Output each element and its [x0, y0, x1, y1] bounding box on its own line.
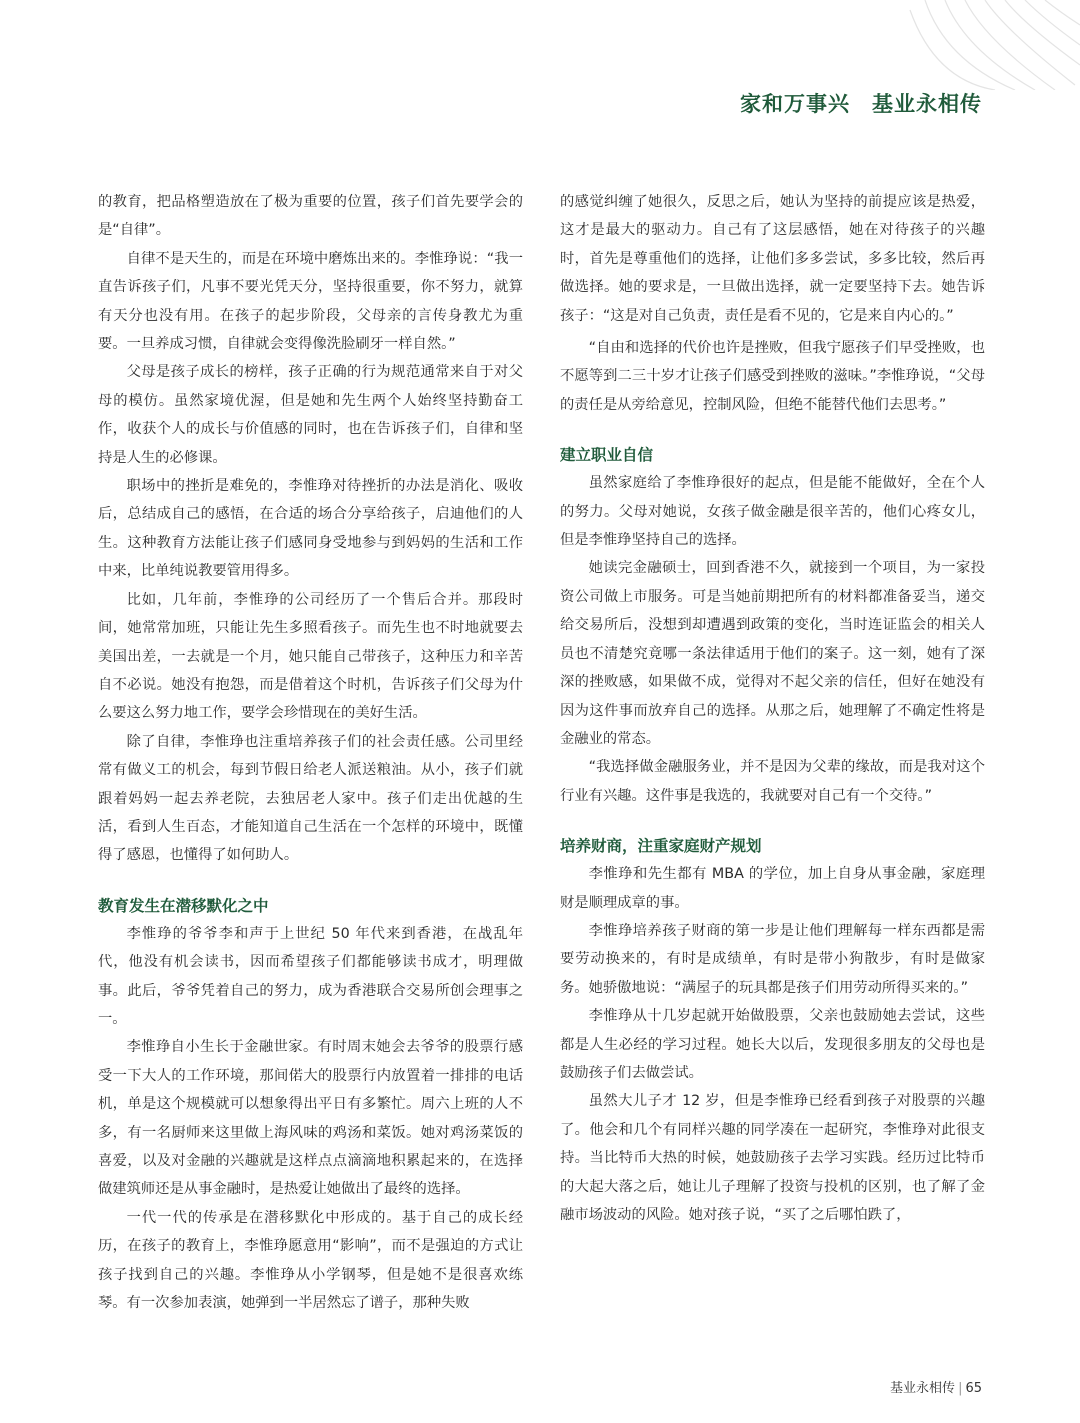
paragraph: “我选择做金融服务业，并不是因为父辈的缘故，而是我对这个行业有兴趣。这件事是我选的，我就要对自己有一个交待。” [560, 759, 985, 804]
paragraph: 李惟琤的爷爷李和声于上世纪 50 年代来到香港，在战乱年代，他没有机会读书，因而希望孩子们都能够读书成才，明理做事。此后，爷爷凭着自己的努力，成为香港联合交易所创会理事之一。 [98, 925, 523, 1027]
section-heading: 教育发生在潜移默化之中 [98, 896, 269, 915]
paragraph: 李惟琤自小生长于金融世家。有时周末她会去爷爷的股票行感受一下大人的工作环境，那间偌大的股票行内放置着一排排的电话机，单是这个规模就可以想象得出平日有多繁忙。周六上班的人不多，有一名厨师来这里做上海风味的鸡汤和菜饭。她对鸡汤菜饭的喜爱，以及对金融的兴趣就是这样点点滴滴地积累起来的，在选择做建筑师还是从事金融时，是热爱让她做出了最终的选择。 [98, 1039, 523, 1198]
paragraph: 虽然大儿子才 12 岁，但是李惟琤已经看到孩子对股票的兴趣了。他会和几个有同样兴趣的同学凑在一起研究，李惟琤对此很支持。当比特币大热的时候，她鼓励孩子去学习实践。经历过比特币的大起大落之后，她让儿子理解了投资与投机的区别，也了解了金融市场波动的风险。她对孩子说，“买了之后哪怕跌了， [560, 1093, 985, 1223]
right-column [560, 188, 985, 1229]
paragraph: 虽然家庭给了李惟琤很好的起点，但是能不能做好，全在个人的努力。父母对她说，女孩子做金融是很辛苦的，他们心疼女儿，但是李惟琤坚持自己的选择。 [560, 475, 985, 549]
paragraph: 一代一代的传承是在潜移默化中形成的。基于自己的成长经历，在孩子的教育上，李惟琤愿意用“影响”，而不是强迫的方式让孩子找到自己的兴趣。李惟琤从小学钢琴，但是她不是很喜欢练琴。有一次参加表演，她弹到一半居然忘了谱子，那种失败 [98, 1209, 523, 1312]
paragraph: “自由和选择的代价也许是挫败，但我宁愿孩子们早受挫败，也不愿等到二三十岁才让孩子们感受到挫败的滋味。”李惟琤说，“父母的责任是从旁给意见，控制风险，但绝不能替代他们去思考。” [560, 340, 985, 413]
paragraph: 的教育，把品格塑造放在了极为重要的位置，孩子们首先要学会的是“自律”。 [98, 194, 523, 239]
header-title: 家和万事兴 基业永相传 [740, 92, 982, 116]
footer-separator: | [958, 1381, 963, 1396]
paragraph: 父母是孩子成长的榜样，孩子正确的行为规范通常来自于对父母的模仿。虽然家境优渥，但是她和先生两个人始终坚持勤奋工作，收获个人的成长与价值感的同时，也在告诉孩子们，自律和坚持是人生的必修课。 [98, 364, 523, 466]
paragraph: 李惟琤培养孩子财商的第一步是让他们理解每一样东西都是需要劳动换来的，有时是成绩单，有时是带小狗散步，有时是做家务。她骄傲地说：“满屋子的玩具都是孩子们用劳动所得买来的。” [560, 922, 985, 996]
left-column [98, 188, 523, 1317]
paragraph: 职场中的挫折是难免的，李惟琤对待挫折的办法是消化、吸收后，总结成自己的感悟，在合适的场合分享给孩子，启迪他们的人生。这种教育方法能让孩子们感同身受地参与到妈妈的生活和工作中来，比单纯说教要管用得多。 [98, 478, 523, 580]
section-heading: 建立职业自信 [560, 446, 654, 465]
section-heading: 培养财商，注重家庭财产规划 [560, 837, 762, 856]
paragraph: 李惟琤和先生都有 MBA 的学位，加上自身从事金融，家庭理财是顺理成章的事。 [560, 866, 985, 911]
fingerprint-icon [905, 0, 1080, 90]
magazine-name: 基业永相传 [890, 1381, 956, 1396]
page-number: 65 [965, 1381, 982, 1396]
paragraph: 的感觉纠缠了她很久，反思之后，她认为坚持的前提应该是热爱，这才是最大的驱动力。自己有了这层感悟，她在对待孩子的兴趣时，首先是尊重他们的选择，让他们多多尝试，多多比较，然后再做选择。她的要求是，一旦做出选择，就一定要坚持下去。她告诉孩子：“这是对自己负责，责任是看不见的，它是来自内心的。” [560, 194, 985, 324]
paragraph: 自律不是天生的，而是在环境中磨炼出来的。李惟琤说：“我一直告诉孩子们，凡事不要光凭天分，坚持很重要，你不努力，就算有天分也没有用。在孩子的起步阶段，父母亲的言传身教尤为重要。一旦养成习惯，自律就会变得像洗脸刷牙一样自然。” [98, 250, 523, 353]
paragraph: 除了自律，李惟琤也注重培养孩子们的社会责任感。公司里经常有做义工的机会，每到节假日给老人派送粮油。从小，孩子们就跟着妈妈一起去养老院，去独居老人家中。孩子们走出优越的生活，看到人生百态，才能知道自己生活在一个怎样的环境中，既懂得了感恩，也懂得了如何助人。 [98, 733, 523, 864]
paragraph: 比如，几年前，李惟琤的公司经历了一个售后合并。那段时间，她常常加班，只能让先生多照看孩子。而先生也不时地就要去美国出差，一去就是一个月，她只能自己带孩子，这种压力和辛苦自不必说。她没有抱怨，而是借着这个时机，告诉孩子们父母为什么要这么努力地工作，要学会珍惜现在的美好生活。 [98, 591, 523, 722]
page-footer [890, 1377, 982, 1396]
paragraph: 李惟琤从十几岁起就开始做股票，父亲也鼓励她去尝试，这些都是人生必经的学习过程。她长大以后，发现很多朋友的父母也是鼓励孩子们去做尝试。 [560, 1008, 985, 1081]
paragraph: 她读完金融硕士，回到香港不久，就接到一个项目，为一家投资公司做上市服务。可是当她前期把所有的材料都准备妥当，递交给交易所后，没想到却遭遇到政策的变化，当时连证监会的相关人员也不清楚究竟哪一条法律适用于他们的案子。这一刻，她有了深深的挫败感，如果做不成，觉得对不起父亲的信任，但好在她没有因为这件事而放弃自己的选择。从那之后，她理解了不确定性将是金融业的常态。 [560, 560, 985, 747]
